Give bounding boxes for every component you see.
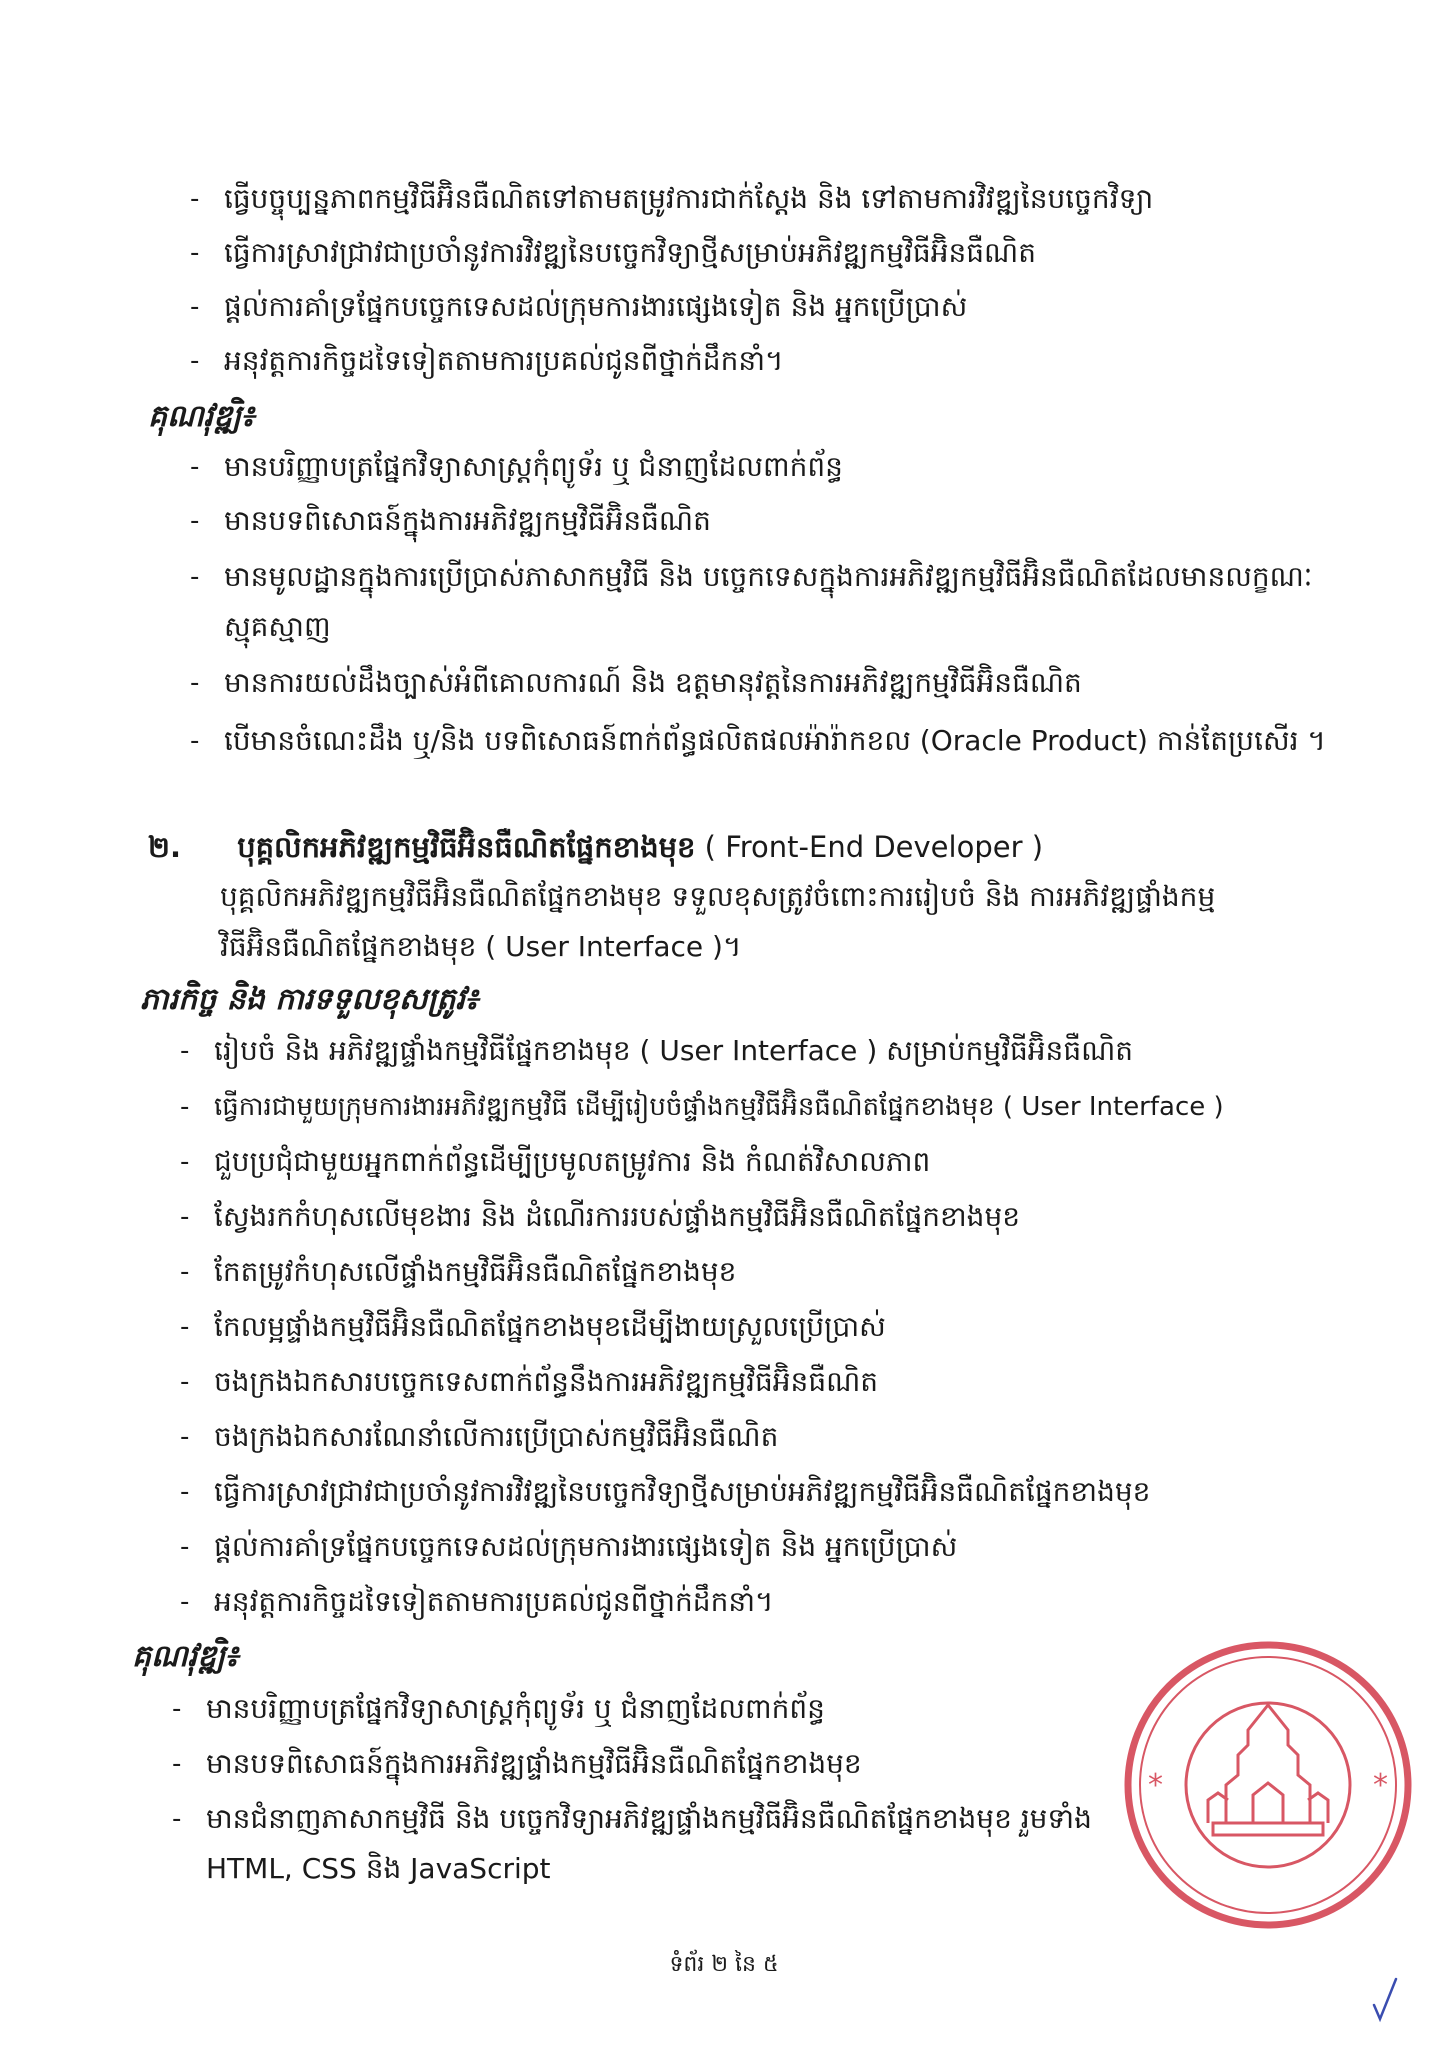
bullet-dash: - [190, 346, 200, 376]
list-item-text: ធ្វើការជាមួយក្រុមការងារអភិវឌ្ឍកម្មវិធី ដើម្បីរៀបចំផ្ទាំងកម្មវិធីអ៊ិនធឺណិតផ្នែកខាងមុខ ( User Interface ) [214, 1092, 1224, 1122]
list-item-text: ជួបប្រជុំជាមួយអ្នកពាក់ព័ន្ធដើម្បីប្រមូលតម្រូវការ និង កំណត់វិសាលភាព [214, 1145, 931, 1178]
bullet-dash: - [180, 1147, 190, 1177]
list-item [180, 1247, 1334, 1297]
list-item-text: ចងក្រងឯកសារណែនាំលើការប្រើប្រាស់កម្មវិធីអ៊ិនធឺណិត [214, 1420, 779, 1453]
bullet-dash: - [190, 562, 200, 592]
page-number: ទំព័រ ២ នៃ ៥ [669, 1952, 779, 1977]
duties-heading: ភារកិច្ច និង ការទទួលខុសត្រូវ៖ [140, 982, 479, 1017]
official-seal-icon [1118, 1635, 1418, 1935]
list-item-text: មានបរិញ្ញាបត្រផ្នែកវិទ្យាសាស្ត្រកុំព្យូទ័រ ឬ ជំនាញដែលពាក់ព័ន្ធ [224, 450, 843, 483]
bullet-dash: - [190, 238, 200, 268]
list-item-text: មានបទពិសោធន៍ក្នុងការអភិវឌ្ឍកម្មវិធីអ៊ិនធឺណិត [224, 504, 711, 537]
list-item-text: រៀបចំ និង អភិវឌ្ឍផ្ទាំងកម្មវិធីផ្នែកខាងមុខ ( User Interface ) សម្រាប់កម្មវិធីអ៊ិនធឺណិត [214, 1034, 1134, 1067]
section-title-khmer: បុគ្គលិកអភិវឌ្ឍកម្មវិធីអ៊ិនធឺណិតផ្នែកខាងមុខ [237, 830, 696, 864]
bullet-dash: - [190, 668, 200, 698]
list-item [180, 1082, 1334, 1132]
list-item-text: ចងក្រងឯកសារបច្ចេកទេសពាក់ព័ន្ធនឹងការអភិវឌ្ឍកម្មវិធីអ៊ិនធឺណិត [214, 1365, 879, 1398]
list-item-text: ផ្តល់ការគាំទ្រផ្នែកបច្ចេកទេសដល់ក្រុមការងារផ្សេងទៀត និង អ្នកប្រើប្រាស់ [224, 290, 968, 323]
list-item-text: មានជំនាញភាសាកម្មវិធី និង បច្ចេកវិទ្យាអភិវឌ្ឍផ្ទាំងកម្មវិធីអ៊ិនធឺណិតផ្នែកខាងមុខ រួមទាំង HTML, CSS និង JavaScript [206, 1802, 1092, 1885]
list-item [190, 174, 1344, 224]
bullet-dash: - [172, 1694, 182, 1724]
section-title [148, 822, 1043, 872]
list-item [180, 1412, 1334, 1462]
bullet-dash: - [180, 1202, 190, 1232]
list-item-text: ធ្វើការស្រាវជ្រាវជាប្រចាំនូវការវិវឌ្ឍនៃបច្ចេកវិទ្យាថ្មីសម្រាប់អភិវឌ្ឍកម្មវិធីអ៊ិនធឺណិតផ្នែកខាងមុខ [214, 1475, 1151, 1508]
list-item-text: ធ្វើបច្ចុប្បន្នភាពកម្មវិធីអ៊ិនធឺណិតទៅតាមតម្រូវការជាក់ស្តែង និង ទៅតាមការវិវឌ្ឍនៃបច្ចេកវិទ្យា [224, 182, 1154, 215]
list-item [180, 1302, 1334, 1352]
list-item-text: ស្វែងរកកំហុសលើមុខងារ និង ដំណើរការរបស់ផ្ទាំងកម្មវិធីអ៊ិនធឺណិតផ្នែកខាងមុខ [214, 1200, 1020, 1233]
section-intro-text: បុគ្គលិកអភិវឌ្ឍកម្មវិធីអ៊ិនធឺណិតផ្នែកខាងមុខ ទទួលខុសត្រូវចំពោះការរៀបចំ និង ការអភិវឌ្ឍផ្ទាំងកម្មវិធីអ៊ិនធឺណិតផ្នែកខាងមុខ ( User Interface )។ [220, 880, 1216, 963]
qualifications-heading: គុណវុឌ្ឍិ៖ [132, 1639, 239, 1674]
list-item [190, 658, 1344, 708]
list-item [180, 1137, 1334, 1187]
list-item [190, 496, 1344, 546]
qualifications-heading: គុណវុឌ្ឍិ៖ [148, 399, 255, 434]
bullet-dash: - [180, 1422, 190, 1452]
list-item [190, 442, 1344, 492]
bullet-dash: - [190, 506, 200, 536]
list-item [190, 552, 1344, 652]
bullet-dash: - [180, 1532, 190, 1562]
bullet-dash: - [180, 1257, 190, 1287]
list-item-text: មានបទពិសោធន៍ក្នុងការអភិវឌ្ឍផ្ទាំងកម្មវិធីអ៊ិនធឺណិតផ្នែកខាងមុខ [206, 1747, 862, 1780]
list-item-text: មានបរិញ្ញាបត្រផ្នែកវិទ្យាសាស្ត្រកុំព្យូទ័រ ឬ ជំនាញដែលពាក់ព័ន្ធ [206, 1692, 825, 1725]
bullet-dash: - [180, 1036, 190, 1066]
list-item [190, 282, 1344, 332]
bullet-dash: - [180, 1587, 190, 1617]
list-item-text: ផ្តល់ការគាំទ្រផ្នែកបច្ចេកទេសដល់ក្រុមការងារផ្សេងទៀត និង អ្នកប្រើប្រាស់ [214, 1530, 958, 1563]
svg-text:*: * [1373, 1768, 1388, 1803]
list-item [190, 228, 1344, 278]
list-item [180, 1577, 1334, 1627]
list-item-text: កែតម្រូវកំហុសលើផ្ទាំងកម្មវិធីអ៊ិនធឺណិតផ្នែកខាងមុខ [214, 1255, 737, 1288]
list-item-text: មានមូលដ្ឋានក្នុងការប្រើប្រាស់ភាសាកម្មវិធី និង បច្ចេកទេសក្នុងការអភិវឌ្ឍកម្មវិធីអ៊ិនធឺណិតដែលមានលក្ខណៈស្មុគស្មាញ [224, 560, 1313, 643]
list-item-text: កែលម្អផ្ទាំងកម្មវិធីអ៊ិនធឺណិតផ្នែកខាងមុខដើម្បីងាយស្រួលប្រើប្រាស់ [214, 1310, 886, 1343]
list-item [180, 1357, 1334, 1407]
list-item [190, 716, 1344, 766]
list-item-text: មានការយល់ដឹងច្បាស់អំពីគោលការណ៍ និង ឧត្តមានុវត្តនៃការអភិវឌ្ឍកម្មវិធីអ៊ិនធឺណិត [224, 666, 1082, 699]
section-intro [148, 872, 1328, 972]
bullet-dash: - [190, 726, 200, 756]
list-item [180, 1192, 1334, 1242]
list-item-text: អនុវត្តការកិច្ចដទៃទៀតតាមការប្រគល់ជូនពីថ្នាក់ដឹកនាំ។ [224, 344, 784, 377]
list-item [190, 336, 1344, 386]
section-title-english: ( Front-End Developer ) [704, 830, 1044, 864]
list-item [172, 1794, 1166, 1894]
list-item [172, 1739, 1166, 1789]
list-item-text: អនុវត្តការកិច្ចដទៃទៀតតាមការប្រគល់ជូនពីថ្នាក់ដឹកនាំ។ [214, 1585, 774, 1618]
bullet-dash: - [190, 184, 200, 214]
bullet-dash: - [172, 1749, 182, 1779]
bullet-dash: - [180, 1312, 190, 1342]
list-item [172, 1684, 1166, 1734]
list-item [180, 1522, 1334, 1572]
checkmark-icon [1370, 1975, 1400, 2025]
bullet-dash: - [190, 452, 200, 482]
section-number: ២. [148, 830, 181, 864]
list-item-text: ធ្វើការស្រាវជ្រាវជាប្រចាំនូវការវិវឌ្ឍនៃបច្ចេកវិទ្យាថ្មីសម្រាប់អភិវឌ្ឍកម្មវិធីអ៊ិនធឺណិត [224, 236, 1036, 269]
bullet-dash: - [180, 1367, 190, 1397]
list-item-text: បើមានចំណេះដឹង ឬ/និង បទពិសោធន៍ពាក់ព័ន្ធផលិតផលអ៉ារ៉ាកខល (Oracle Product) កាន់តែប្រសើរ ។ [224, 724, 1326, 757]
bullet-dash: - [172, 1804, 182, 1834]
list-item [180, 1026, 1334, 1076]
bullet-dash: - [180, 1477, 190, 1507]
bullet-dash: - [180, 1092, 190, 1122]
svg-text:*: * [1148, 1768, 1163, 1803]
list-item [180, 1467, 1334, 1517]
bullet-dash: - [190, 292, 200, 322]
